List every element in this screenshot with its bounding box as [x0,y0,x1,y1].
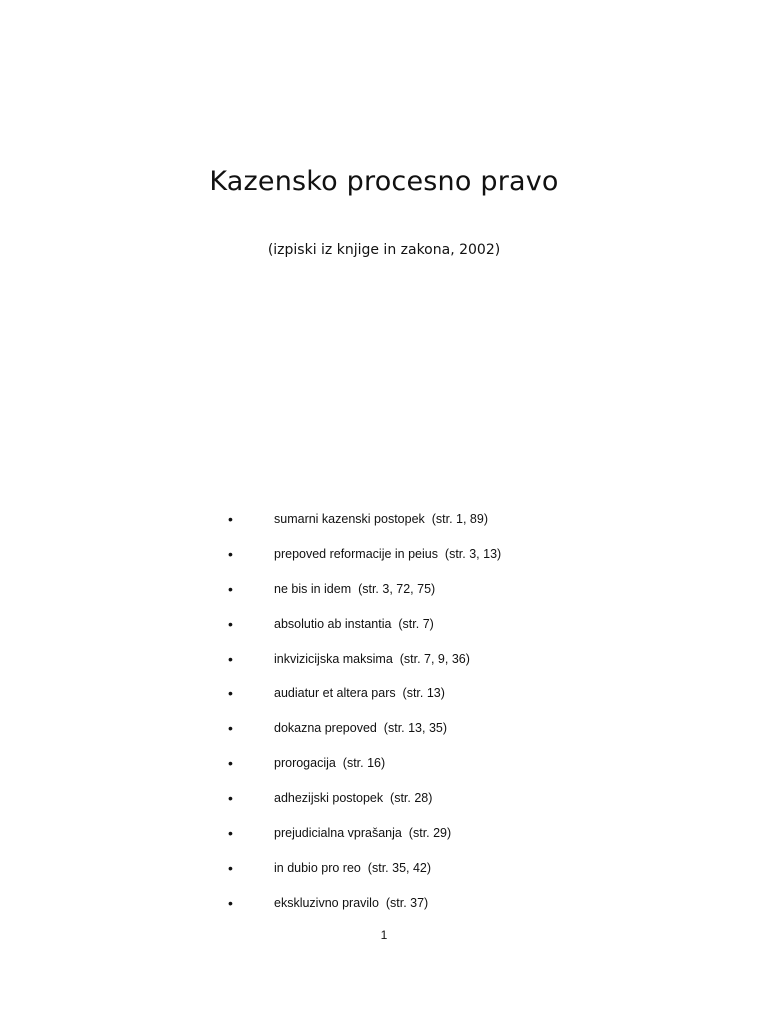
bullet-icon: • [228,545,233,562]
bullet-icon: • [228,825,233,842]
list-item-text: ne bis in idem (str. 3, 72, 75) [274,581,436,596]
list-item [0,682,768,717]
bullet-icon: • [228,894,233,911]
list-item-text: prorogacija (str. 16) [274,756,386,771]
list-item [0,578,768,613]
list-item [0,752,768,787]
list-item-text: inkvizicijska maksima (str. 7, 9, 36) [274,651,470,666]
bullet-icon: • [228,859,233,876]
list-item-text: adhezijski postopek (str. 28) [274,791,433,806]
bullet-icon: • [228,720,233,737]
list-item-text: audiatur et altera pars (str. 13) [274,686,445,701]
list-item [0,648,768,683]
bullet-icon: • [228,685,233,702]
list-item-text: ekskluzivno pravilo (str. 37) [274,895,429,910]
list-item [0,543,768,578]
bullet-icon: • [228,650,233,667]
list-item-text: dokazna prepoved (str. 13, 35) [274,721,448,736]
list-item [0,717,768,752]
bullet-icon: • [228,790,233,807]
list-item [0,508,768,543]
bullet-icon: • [228,511,233,527]
list-item [0,822,768,857]
bullet-icon: • [228,580,233,597]
topic-list [0,508,768,927]
list-item [0,787,768,822]
list-item-text: sumarni kazenski postopek (str. 1, 89) [274,512,488,526]
list-item-text: absolutio ab instantia (str. 7) [274,616,434,631]
page-subtitle: (izpiski iz knjige in zakona, 2002) [267,242,501,258]
list-item [0,613,768,648]
list-item-text: in dubio pro reo (str. 35, 42) [274,860,432,875]
list-item-text: prepoved reformacije in peius (str. 3, 13) [274,546,502,561]
bullet-icon: • [228,755,233,772]
page-number: 1 [380,928,388,942]
list-item-text: prejudicialna vprašanja (str. 29) [274,826,452,841]
list-item [0,892,768,927]
page-title: Kazensko procesno pravo [209,166,559,197]
bullet-icon: • [228,615,233,632]
list-item [0,857,768,892]
